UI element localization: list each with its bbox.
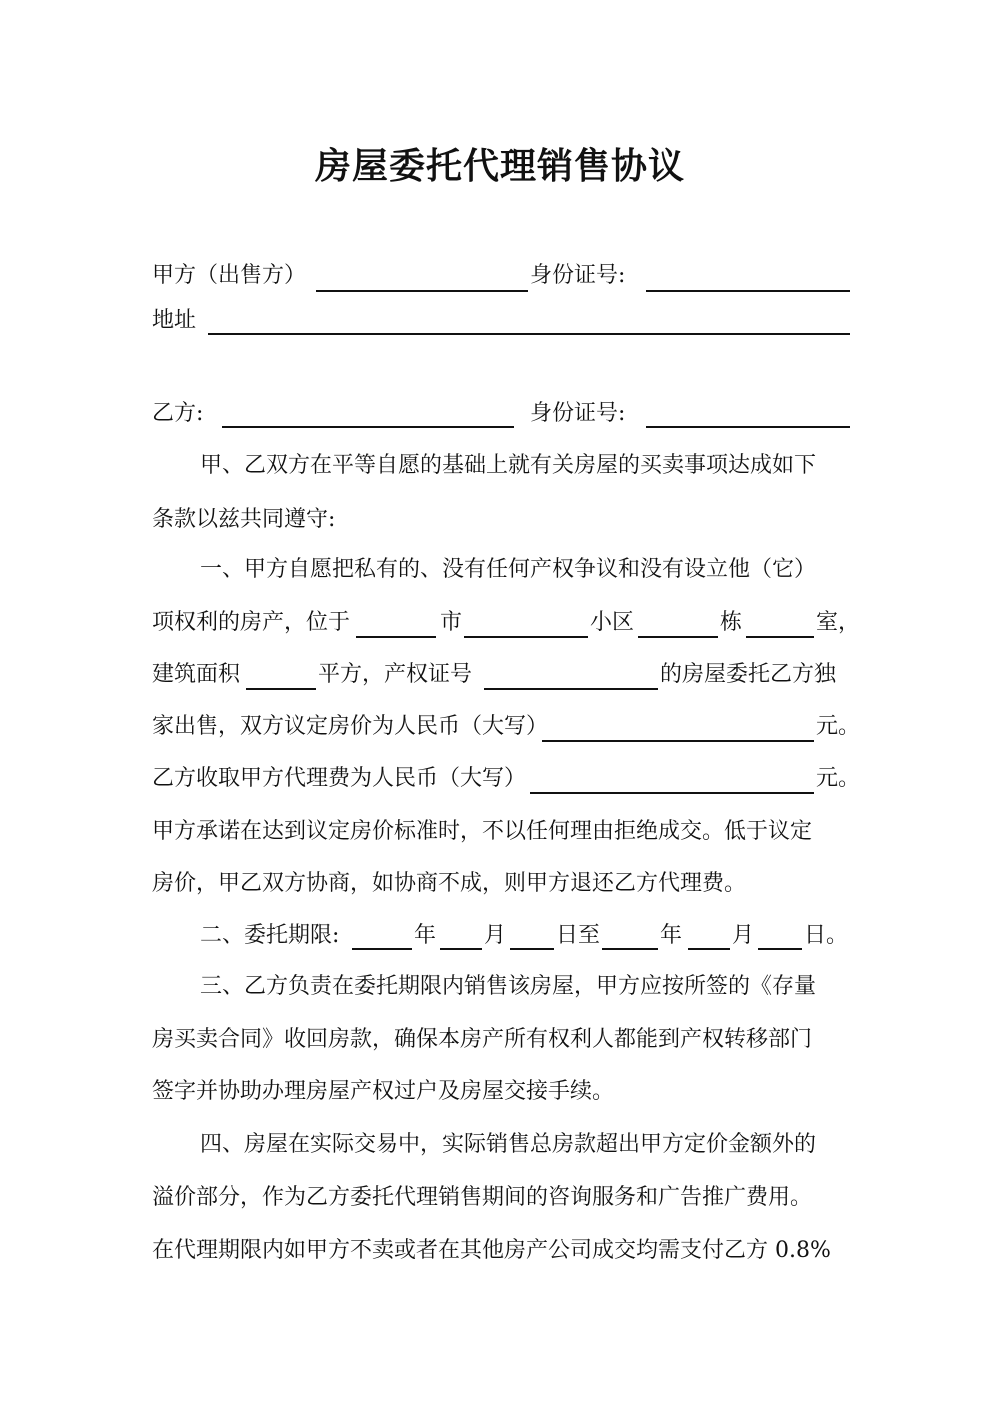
party-a-name-blank[interactable] <box>316 290 528 292</box>
preamble-line-2: 条款以兹共同遵守: <box>152 507 336 532</box>
preamble-line-1: 甲、乙双方在平等自愿的基础上就有关房屋的买卖事项达成如下 <box>200 453 817 478</box>
clause1-line-2-text-d: 栋 <box>720 610 743 635</box>
clause2-year-2: 年 <box>660 923 683 948</box>
clause2-day-to: 日至 <box>556 923 601 948</box>
clause1-line-4-text-b: 元。 <box>816 714 861 739</box>
address-label: 地址 <box>152 308 197 333</box>
price-blank[interactable] <box>542 740 814 742</box>
clause3-line-3: 签字并协助办理房屋产权过户及房屋交接手续。 <box>152 1079 615 1104</box>
party-b-id-label: 身份证号: <box>530 401 626 426</box>
start-month-blank[interactable] <box>440 948 482 950</box>
clause2-month-1: 月 <box>484 923 507 948</box>
party-a-id-blank[interactable] <box>646 290 850 292</box>
clause1-line-3-text-b: 平方，产权证号 <box>318 662 473 687</box>
clause1-line-6: 甲方承诺在达到议定房价标准时，不以任何理由拒绝成交。低于议定 <box>152 819 813 844</box>
clause1-line-3-text-c: 的房屋委托乙方独 <box>660 662 837 687</box>
clause4-line-2: 溢价部分，作为乙方委托代理销售期间的咨询服务和广告推广费用。 <box>152 1185 813 1210</box>
party-a-label: 甲方（出售方） <box>152 263 307 288</box>
end-year-blank[interactable] <box>602 948 658 950</box>
party-b-id-blank[interactable] <box>646 426 850 428</box>
party-b-name-blank[interactable] <box>222 426 514 428</box>
start-day-blank[interactable] <box>510 948 554 950</box>
city-blank[interactable] <box>356 636 436 638</box>
document-title: 房屋委托代理销售协议 <box>314 145 685 187</box>
address-blank[interactable] <box>208 333 850 335</box>
certificate-blank[interactable] <box>484 688 658 690</box>
community-blank[interactable] <box>464 636 588 638</box>
clause1-line-7: 房价，甲乙双方协商，如协商不成，则甲方退还乙方代理费。 <box>152 871 747 896</box>
clause1-line-2-text-c: 小区 <box>590 610 635 635</box>
clause1-line-2-text-a: 项权利的房产，位于 <box>152 610 351 635</box>
end-day-blank[interactable] <box>758 948 802 950</box>
room-blank[interactable] <box>746 636 814 638</box>
clause1-line-2-text-b: 市 <box>440 610 463 635</box>
end-month-blank[interactable] <box>688 948 730 950</box>
clause2-day-end: 日。 <box>804 923 849 948</box>
clause2-month-2: 月 <box>732 923 755 948</box>
clause1-line-4-text-a: 家出售，双方议定房价为人民币（大写） <box>152 714 549 739</box>
clause1-line-2-text-e: 室， <box>816 610 861 635</box>
fee-blank[interactable] <box>530 792 814 794</box>
clause4-line-3: 在代理期限内如甲方不卖或者在其他房产公司成交均需支付乙方 0.8% <box>152 1238 831 1263</box>
clause4-line-1: 四、房屋在实际交易中，实际销售总房款超出甲方定价金额外的 <box>200 1132 817 1157</box>
party-b-label: 乙方: <box>152 401 204 426</box>
clause3-line-1: 三、乙方负责在委托期限内销售该房屋，甲方应按所签的《存量 <box>200 974 817 999</box>
area-blank[interactable] <box>246 688 316 690</box>
party-a-id-label: 身份证号: <box>530 263 626 288</box>
clause1-line-5-text-a: 乙方收取甲方代理费为人民币（大写） <box>152 766 527 791</box>
start-year-blank[interactable] <box>352 948 412 950</box>
building-blank[interactable] <box>638 636 718 638</box>
clause1-line-3-text-a: 建筑面积 <box>152 662 241 687</box>
clause3-line-2: 房买卖合同》收回房款，确保本房产所有权利人都能到产权转移部门 <box>152 1027 813 1052</box>
clause2-year-1: 年 <box>414 923 437 948</box>
clause2-label: 二、委托期限: <box>200 923 340 948</box>
clause1-line-5-text-b: 元。 <box>816 766 861 791</box>
clause1-line-1: 一、甲方自愿把私有的、没有任何产权争议和没有设立他（它） <box>200 557 817 582</box>
